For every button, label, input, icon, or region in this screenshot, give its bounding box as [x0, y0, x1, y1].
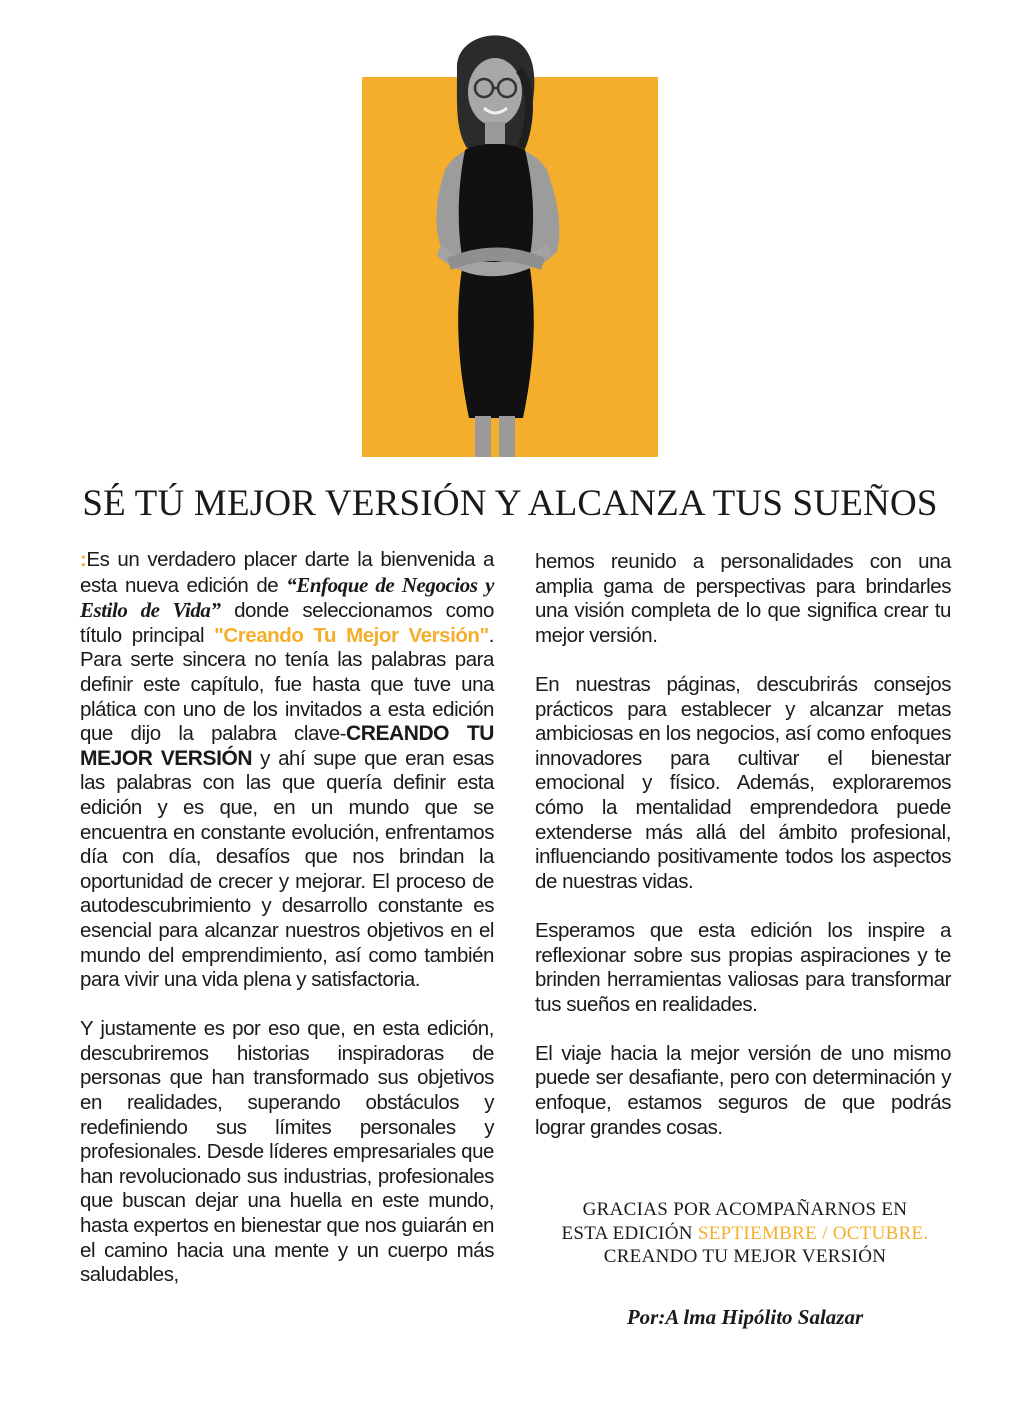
magazine-title: “Enfoque de Negocios y Estilo de Vida”	[80, 572, 494, 623]
closing-line-2-text: ESTA EDICIÓN	[561, 1222, 698, 1244]
closing-line-3: CREANDO TU MEJOR VERSIÓN	[603, 1246, 887, 1267]
closing-line-2	[510, 1222, 980, 1246]
edition-months: SEPTIEMBRE / OCTUBRE.	[697, 1222, 929, 1244]
right-column	[535, 550, 951, 1140]
edition-title: "Creando Tu Mejor Versión"	[214, 623, 489, 647]
journey-paragraph: El viaje hacia la mejor versión de uno mismo puede ser desafiante, pero con determinación y enfoque, estamos seguros de que podrás lograr grandes cosas.	[535, 1041, 951, 1139]
closing-line-1: GRACIAS POR ACOMPAÑARNOS EN	[582, 1199, 908, 1220]
intro-text-d: y ahí supe que eran esas las palabras con las que quería definir esta edición y es que, en un mundo que se encuentra en constante evolución, enfrentamos día con día, desafíos que nos brindan la oportunidad de crecer y mejorar. El proceso de autodescubrimiento y desarrollo constante es esencial para alcanzar nuestros objetivos en el mundo del emprendimiento, así como también para vivir una vida plena y satisfactoria.	[80, 746, 494, 992]
personalities-paragraph: hemos reunido a personalidades con una amplia gama de perspectivas para brindarles una visión completa de lo que significa crear tu mejor versión.	[535, 550, 951, 647]
stories-paragraph: Y justamente es por eso que, en esta edición, descubriremos historias inspiradoras de personas que han transformado sus objetivos en realidades, superando obstáculos y redefiniendo sus límites personales y profesionales. Desde líderes empresariales que han revolucionado sus industrias, profesionales que buscan dejar una huella en este mundo, hasta expertos en bienestar que nos guiarán en el camino hacia una mente y un cuerpo más saludables,	[80, 1017, 494, 1287]
intro-text-b: donde seleccionamos como título principal	[80, 599, 494, 647]
closing-message	[510, 1198, 980, 1269]
hope-paragraph: Esperamos que esta edición los inspire a reflexionar sobre sus propias aspiraciones y te brinden herramientas valiosas para transformar tus sueños en realidades.	[535, 918, 951, 1016]
keyword-phrase: CREANDO TU MEJOR VERSIÓN	[80, 722, 494, 770]
headline: SÉ TÚ MEJOR VERSIÓN Y ALCANZA TUS SUEÑOS	[82, 483, 938, 524]
intro-colon: :	[80, 548, 87, 571]
pages-paragraph: En nuestras páginas, descubrirás consejos prácticos para establecer y alcanzar metas ambiciosas en los negocios, así como enfoques innovadores para cultivar el bienestar emocional y físico. Además, exploraremos cómo la mentalidad emprendedora puede extenderse más allá del ámbito profesional, influenciando positivamente todos los aspectos de nuestras vidas.	[535, 672, 951, 893]
intro-text-a: Es un verdadero placer darte la bienvenida a esta nueva edición de	[80, 548, 494, 597]
author-signature: Por:A lma Hipólito Salazar	[626, 1305, 864, 1329]
author-portrait	[395, 30, 595, 457]
left-column	[80, 548, 494, 1288]
intro-text-c: . Para serte sincera no tenía las palabras para definir este capítulo, fue hasta que tuve una plática con uno de los invitados a esta edición que dijo la palabra clave-	[80, 623, 494, 746]
intro-paragraph	[80, 548, 494, 993]
